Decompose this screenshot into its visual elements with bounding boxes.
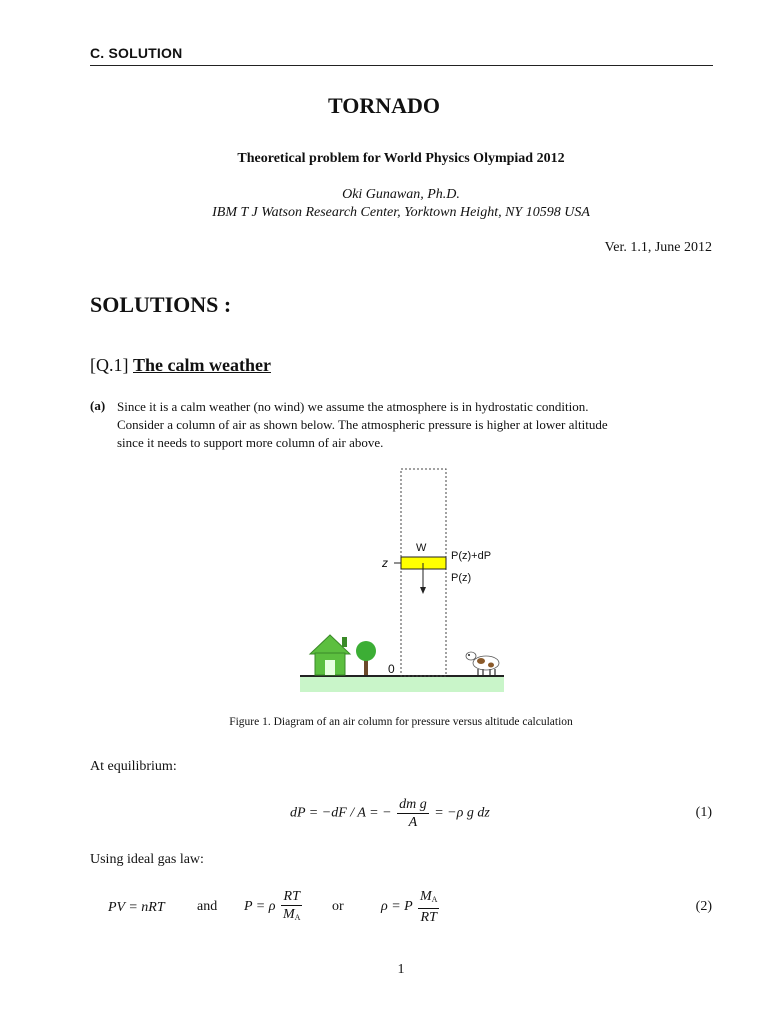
paragraph-line: Consider a column of air as shown below. The atmospheric pressure is higher at lower altitude <box>117 417 608 432</box>
eq2-part3-denominator: RT <box>420 910 437 925</box>
eq1-denominator: A <box>408 815 418 830</box>
eq2-part2-denominator: $M_A$ <box>282 907 301 922</box>
eq2-part2 <box>244 888 304 926</box>
ideal-gas-text: Using ideal gas law: <box>90 852 204 867</box>
weight-label: W <box>416 542 427 554</box>
eq1-lhs: dP = −dF / A = − <box>290 805 392 821</box>
header-divider <box>90 65 713 66</box>
author-name: Oki Gunawan, Ph.D. <box>342 187 460 202</box>
question-title: The calm weather <box>133 355 271 375</box>
section-header: C. SOLUTION <box>90 45 183 61</box>
tree-icon <box>356 641 376 675</box>
paragraph-line: Since it is a calm weather (no wind) we assume the atmosphere is in hydrostatic condition. <box>117 399 589 414</box>
solutions-heading: SOLUTIONS : <box>90 292 232 317</box>
part-label: (a) <box>90 398 106 413</box>
eq1-rhs: = −ρ g dz <box>434 805 490 821</box>
eq2-and: and <box>197 899 218 914</box>
eq2-part2-numerator: RT <box>281 888 302 906</box>
cow-icon <box>466 652 499 675</box>
page-number: 1 <box>397 962 405 977</box>
equation-1 <box>290 796 490 831</box>
eq1-fraction <box>397 796 429 831</box>
pressure-top-label: P(z)+dP <box>451 550 492 562</box>
document-title: TORNADO <box>327 93 441 118</box>
eq2-part3-numerator: $M_A$ <box>418 888 439 909</box>
eq2-part3 <box>381 888 441 926</box>
air-column-diagram <box>298 467 508 695</box>
paragraph-line: since it needs to support more column of air above. <box>117 435 384 450</box>
equation-2-number: (2) <box>695 899 712 914</box>
question-number: [Q.1] <box>90 355 129 375</box>
altitude-label: z <box>382 556 388 570</box>
version-info: Ver. 1.1, June 2012 <box>604 240 712 255</box>
house-icon <box>310 635 350 675</box>
eq2-part3-lhs: ρ = P <box>381 899 413 915</box>
eq2-part3-fraction <box>418 888 439 926</box>
eq2-or: or <box>332 899 344 914</box>
eq2-part2-fraction <box>281 888 302 926</box>
weight-arrow-head <box>420 587 426 594</box>
question-heading <box>90 355 271 376</box>
pressure-bottom-label: P(z) <box>451 572 472 584</box>
eq2-part1: PV = nRT <box>108 900 165 915</box>
figure-caption: Figure 1. Diagram of an air column for pressure versus altitude calculation <box>229 716 573 728</box>
equation-1-number: (1) <box>695 805 712 820</box>
air-column-figure <box>298 467 508 695</box>
ground-area <box>300 676 504 692</box>
equilibrium-text: At equilibrium: <box>90 759 177 774</box>
part-a-paragraph <box>117 398 717 452</box>
eq1-numerator: dm g <box>399 797 427 812</box>
document-subtitle: Theoretical problem for World Physics Olympiad 2012 <box>237 151 565 166</box>
eq2-part2-lhs: P = ρ <box>244 899 276 915</box>
author-affiliation: IBM T J Watson Research Center, Yorktown Height, NY 10598 USA <box>212 205 590 220</box>
zero-label: 0 <box>388 662 395 676</box>
